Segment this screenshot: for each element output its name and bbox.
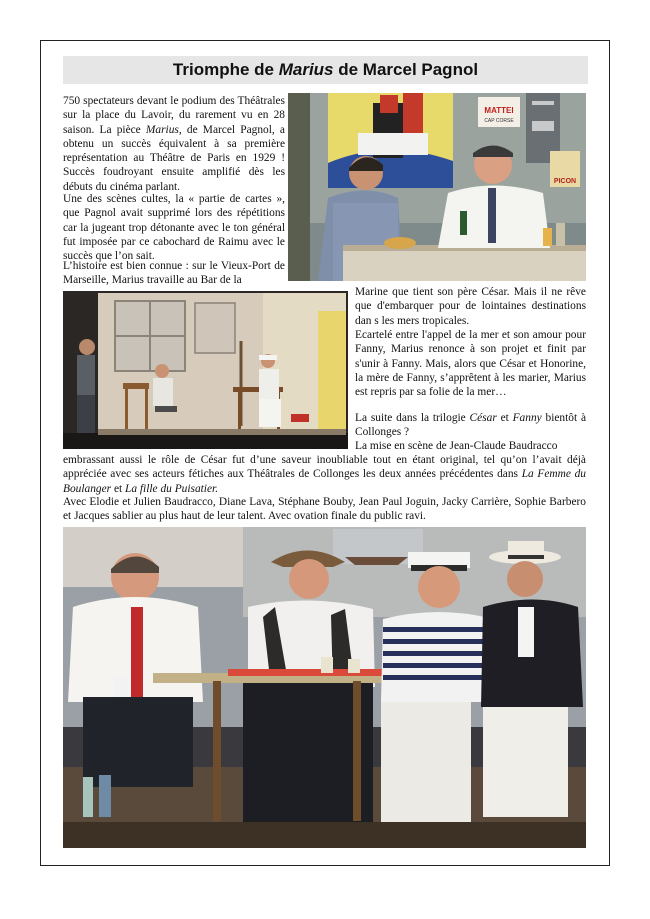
mattei-sign-sub: CAP CORSE: [484, 118, 514, 124]
paragraph-intro: 750 spectateurs devant le podium des Théâtrales sur la place du Lavoir, du rarement vu en 28 saison. La pièce Marius, de Marcel Pagnol, a obtenu un succès équivalent à sa première représentation au Théâtre de Paris en 1929 ! Succès foudroyant ensuite amplifié dès les débuts du cinéma parlant.: [63, 95, 285, 193]
picon-sign-text: PICON: [553, 178, 577, 185]
paragraph-fanny: Ecartelé entre l'appel de la mer et son amour pour Fanny, Marius renonce à son projet et finit par s'unir à Fanny. Mais, alors que César et Honorine, la mère de Fanny, s’apprêtent à les marier, Marius est repris par sa folie de la mer…: [355, 329, 586, 399]
article-title: Triomphe de Marius de Marcel Pagnol: [63, 56, 588, 84]
paragraph-trilogy: La suite dans la trilogie César et Fanny bientôt à Collonges ?: [355, 412, 586, 439]
paragraph-story-cont: Marine que tient son père César. Mais il ne rêve que d'embarquer pour de lointaines destinations dan s les mers tropicales.: [355, 286, 586, 327]
photo-card-game: [63, 527, 586, 848]
mattei-sign-text: MATTEI: [484, 106, 514, 115]
paragraph-cast: Avec Elodie et Julien Baudracco, Diane Lava, Stéphane Bouby, Jean Paul Joguin, Jacky Carrière, Sophie Barbero et Jacques sablier au plus haut de leur talent. Avec ovation finale du public ravi.: [63, 496, 586, 523]
paragraph-cards-scene: Une des scènes cultes, la « partie de cartes », que Pagnol avait supprimé lors des répétitions car la jugeant trop détonante avec le ton général fut imposée par ce cabochard de Raimu avec le succès que l’on sait.: [63, 193, 285, 263]
paragraph-story-start: L’histoire est bien connue : sur le Vieux-Port de Marseille, Marius travaille au Bar de la: [63, 260, 285, 287]
paragraph-staging-first-line: La mise en scène de Jean-Claude Baudracco: [355, 440, 558, 452]
photo-stage-scene: [63, 291, 348, 449]
paragraph-staging: embrassant aussi le rôle de César fut d’une saveur inoubliable tout en étant original, tel qu’on l’avait déjà appréciée avec ses acteurs fétiches aux Théâtrales de Collonges les deux années précédentes dans La Femme du Boulanger et La fille du Puisatier.: [63, 454, 586, 495]
photo-bar-scene: [288, 93, 586, 281]
